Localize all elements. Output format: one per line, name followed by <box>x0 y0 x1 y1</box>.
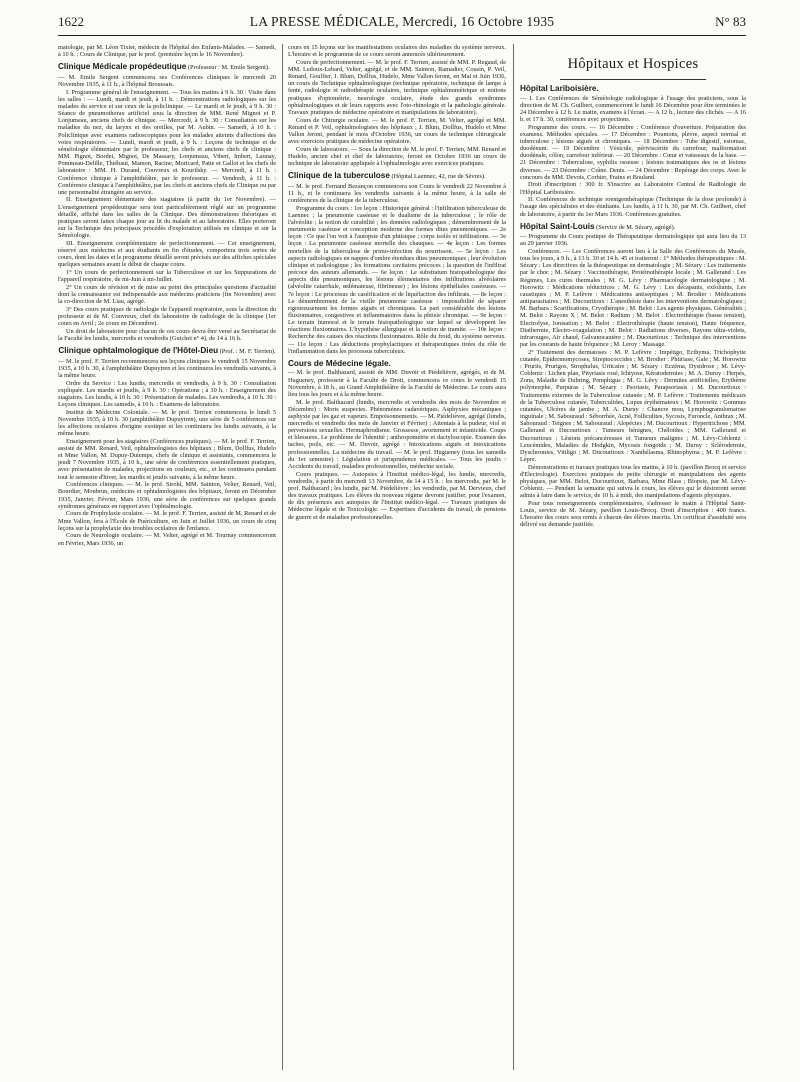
paragraph: Cours de Chirurgie oculaire. — M. le prof. F. Terrien, M. Velter, agrégé et MM. Renard et P. Veil, ophtalmologistes des hôpitaux ; J. Blum, Dollfus, Hudelo et Mme Vallon feront, pendant le mois d'Octobre 1936, un cours de technique chirurgicale avec exercices pratiques de médecine opératoire. <box>288 116 506 146</box>
paragraph: Conférences. — Les Conférences auront lieu à la Salle des Conférences du Musée, tous les jours, à 9 h., à 13 h. 30 et 14 h. 45 et traiteront : 1° Méthodes thérapeutiques : M. Sézary : Les directives de la thérapeutique en dermatologie ; M. Sézary : Les traitements par le choc ; M. Sézary : Vaccinothérapie, Protéinothérapie locale ; M. Gallerand : Les Régimes, Les cures thermales ; M. G. Lévy : Pharmacologie dermatologique ; M. Horowitz : Médications réductrices ; M. G. Lévy : Les décapants, exfoliants, Les caustiques ; M. P. Lefèvre : Médications antiseptiques ; M. Brodier : Médications antiparasitaires ; M. Ducourtioux : L'anesthésie dans les interventions dermatologiques ; M. Barbara : Scarifications, Cryothérapie ; M. Belot : Les agents physiques. Généralités ; M. Belot : Rayons X ; M. Belot : Radium ; M. Belot : Electrothérapie (basse tension), Electrolyse, Ionisation ; M. Belot : Electrothérapie (haute tension), Haute fréquence, Diathermie, Electro-coagulation ; M. Belot : Radiations diverses, Rayons ultra-violets, infrarouges, Air chaud, Galvanocautère ; M. Ducourtioux : Technique des interventions par les courants de haute fréquence ; M. Leroy : Massage. <box>520 247 746 348</box>
paragraph: 3° Des cours pratiques de radiologie de l'appareil respiratoire, sous la direction du professeur et de M. Couvreux, chef du laboratoire de radiologie de la clinique (1er cours en Avril ; 2e cours en Décembre). <box>58 305 276 328</box>
section-heading-saint-louis <box>520 222 746 233</box>
paragraph: Programme du cours : 1re leçon : Historique général : l'infiltration tuberculeuse de Laennec ; la pneumonie caséeuse et le dualisme de la tuberculose ; le rôle de l'alvéolite ; la notion de curabilité ; les données radiologiques ; démembrement de la pneumonie caséeuse et conception moderne des formes dites pneumoniques. — 2e leçon : Ce que l'on voit à l'autopsie d'un phtisique ; corps isolés et infiltrations. — 3e leçon : La pneumonie caséeuse mortelle des chauques. — 4e leçon : Les formes mortelles de la tuberculose de primo-infection du nourrisson. — 5e leçon : Les aspects radiologiques en nappes d'ombre étendues dites pneumoniques ; leur évolution clinique et radiologique ; les formations cavitaires précoces ; la question de l'infiltrat précoce des auteurs allemands. — 6e leçon : Le substratum histopathologique des aspects dits pneumoniques, les lésions élémentaires des infiltrations alvéolaires (alvéolite catarrhale, œdémateuse, fibrineuse) ; les lésions épithéliales caséeuses. — 7e leçon : Le processus de caséification et de liquéfaction des infiltrats. — 8e leçon : Le démembrement de la vieille pneumonie caséeuse : impossibilité de séparer rigoureusement les formes aiguës et chroniques. La part considérable des lésions fluxionnaires, congestives et inflammatoires dans la phtisie chronique. — 9e leçon : Le terrain humoral et le terrain histopathologique sur lequel se développent les réactions fluxionnaires. L'hypothèse allergique et la notion de tramite. — 10e leçon : Recherche des causes des réactions fluxionnaires. Rôle du froid, du système nerveux. — 11e leçon : Les déductions prophylactiques et thérapeutiques tirées du rôle de l'inflammation dans les processus tuberculeux. <box>288 204 506 355</box>
section-heading-clinique-tuberculose <box>288 171 506 182</box>
title-underline <box>560 79 706 80</box>
paragraph: 2° Un cours de révision et de mise au point des principales questions d'actualité dont la connaissance est indispensable aux médecins praticiens (fin Novembre) avec la co-direction de M. Liau, agrégé. <box>58 283 276 306</box>
section-heading-clinique-ophtalmologique <box>58 346 276 357</box>
heading-text: Hôpital Saint-Louis <box>520 221 595 231</box>
heading-subtitle: (Service de M. Sézary, agrégé). <box>594 223 676 231</box>
paragraph: Institut de Médecine Coloniale. — M. le prof. Terrien commencera le lundi 5 Novembre 1935, à 10 h. 30 (amphithéâtre Dupuytren), une série de 5 conférences sur les affections oculaires d'origine exotique et les continuera les lundis suivants, à la même heure. <box>58 408 276 438</box>
heading-text: Clinique ophtalmologique de l'Hôtel-Dieu <box>58 346 219 356</box>
paragraph: matologie, par M. Léon Tixier, médecin de l'hôpital des Enfants-Malades. — Samedi, à 10 h. : Cours de Clinique, par le prof. (première leçon le 16 Novembre). <box>58 44 276 59</box>
paragraph: Cours de perfectionnement. — M. le prof. F. Terrien, assisté de MM. P. Regaud, de MM. Ledoux-Lebard, Velter, agrégé, et de MM. Sainton, Ramadier, Cousin, P. Veil, Renard, Goulfier, J. Blum, Dollfus, Hudelo, Mme Vallon feront, en Mai et Juin 1936, un cours de Technique ophtalmologique (technique opératoire, technique de lampe à fente, radiologie et radiothérapie oculaires, technique ophtalmométrique et notions pratiques d'optométrie, neurologie oculaire, étude des grands syndromes ophtalmologiques et de leurs rapports avec l'oto-rhinologie et la pathologie générale. Travaux pratiques de médecine opératoire et manipulations de laboratoire). <box>288 58 506 116</box>
paragraph: Programme des cours. — 16 Décembre : Conférence d'ouverture. Préparation des examens. Méthodes spéciales. — 17 Décembre : Poumons, plèvre, aspect normal et tuberculose ; lésions aiguës et chroniques. — 18 Décembre : Tube digestif, estomac, duodénum. — 19 Décembre : Vésicule, périviscérite du carrefour, malformation duodénale, côlon, carrefour inférieur. — 20 Décembre : Cœur et vaisseaux de la base. — 21 Décembre : Tuberculose, syphilis osseuse ; lésions traumatiques des os et lésions diverses. — 23 Décembre : Crâne. Dents. — 24 Décembre : Repérage des corps. Avec le concours de MM. Devois, Corbier, Frains et Bouland. <box>520 123 746 181</box>
paragraph: Ordre du Service : Les lundis, mercredis et vendredis, à 9 h. 30 : Consultation expliquée. Les mardis et jeudis, à 9 h. 30 : Opérations ; à 10 h. : Enseignement des stagiaires. Les lundis, à 10 h. 30 : Présentation de malades. Les vendredis, à 10 h. 30 : Leçons cliniques. Les samedis, à 10 h. : Examens de laboratoire. <box>58 379 276 409</box>
section-heading-lariboisiere <box>520 84 746 94</box>
paragraph: Cours de Prophylaxie oculaire. — M. le prof. F. Terrien, assisté de M. Renard et de Mme Vallon, fera à l'École de Puériculture, en Juin et Juillet 1936, un cours de cinq leçons sur la prophylaxie des troubles oculaires de l'enfance. <box>58 510 276 532</box>
paragraph: Conférences cliniques. — M. le prof. Strohl, MM. Sainton, Velter, Renard, Veil, Bourdier, Monbrun, médecins et ophtalmologistes des hôpitaux, feront en Décembre 1935, Janvier, Février, Mars 1936, une série de conférences sur quelques grands syndromes généraux en rapport avec l'ophtalmologie. <box>58 481 276 510</box>
heading-subtitle: (Prof. : M. F. Terrien). <box>218 348 276 356</box>
paragraph: cours en 15 leçons sur les manifestations oculaires des maladies du système nerveux. L'horaire et le programme de ce cours seront annoncés ultérieurement. <box>288 44 506 59</box>
paragraph: Droit d'inscription : 300 fr. S'inscrire au Laboratoire Central de Radiologie de l'Hôpital Lariboisière. <box>520 181 746 196</box>
paragraph: M. le prof. Balthazard (lundis, mercredis et vendredis des mois de Novembre et Décembre) : Morts suspectes. Phénomènes cadavériques. Asphyxies mécaniques ; asphyxie par les gaz et vapeurs. Empoisonnements. — M. Piédelièvre, agrégé (lundis, mercredis et vendredis des mois de Janvier et Février) : Attentats à la pudeur, viol et perversions sexuelles. Hermaphrodisme. Grossesse, avortement et infanticide. Coups et blessures. Le problème de l'identité ; anthropométrie et dactyloscopie. Examen des taches, poils, etc. — M. Duvoir, agrégé : Intoxications aiguës et intoxications professionnelles. La médecine du travail. — M. le prof. Hugueney (tous les samedis du 1er semestre) : Législation et jurisprudence médicales. — Tous les jeudis : Accidents du travail, maladies professionnelles, médecine sociale. <box>288 398 506 470</box>
paragraph: — Programme du Cours pratique de Thérapeutique dermatologique qui aura lieu du 13 au 29 janvier 1936. <box>520 233 746 248</box>
section-heading-medecine-legale <box>288 359 506 369</box>
paragraph: I. Programme général de l'enseignement. — Tous les matins à 9 h. 30 : Visite dans les salles : — Lundi, mardi et jeudi, à 11 h. : Démonstrations radiologiques sur les malades du service et sur ceux de la policlinique. — Le mardi et le jeudi, à 9 h. 30 : Séance de pneumothorax artificiel sous la direction de MM. René Mignot et P. Lonjumeau, anciens chefs de clinique. — Mercredi, à 9 h. 30 : Consultation sur les maladies du nez, du larynx et des oreilles, par M. Aubin. — Samedi, à 10 h. : Policlinique avec examens radioscopiques pour les malades atteints d'affections des voies respiratoires. — Lundi, mardi et jeudi, à 9 h. : Leçons de technique et de séméiologie élémentaire par le professeur, les chefs et anciens chefs de clinique : MM. Pignot, Bordet, Mignot, De Massary, Lonjumeau, Vibert, Imbert, Launay, Pommeau-Delille, Thiébaut, Mamon, Racine, Moricard, Patte et Gallot et les chefs de laboratoire : MM. H. Durand, Couvreux et Kourilsky. — Mercredi, à 11 h. : Conférence clinique à l'amphithéâtre, par le professeur. — Vendredi, à 11 h. : Conférence clinique à l'amphithéâtre, par les chefs et anciens chefs de Clinique ou par une personnalité étrangère au service. <box>58 88 276 196</box>
paragraph: II. Enseignement élémentaire des stagiaires (à partir du 1er Novembre). — L'enseignement propédeutique sera tout particulièrement réglé sur un programme détaillé, affiché dans les salles de la Clinique. Des démonstrations théoriques et pratiques seront faites chaque jour au lit du malade et au laboratoire. Elles porteront sur la Technique des principaux procédés d'exploration utilisés en clinique et sur la Séméiologie. <box>58 196 276 240</box>
heading-text: Cours de Médecine légale. <box>288 358 391 368</box>
column-2 <box>288 44 506 1072</box>
issue-number: N° 83 <box>715 14 746 29</box>
paragraph: — M. Emile Sergent commencera ses Conférences cliniques le mercredi 20 Novembre 1935, à 11 h., à l'hôpital Broussais. <box>58 73 276 88</box>
page-header <box>58 14 746 36</box>
paragraph: 2° Traitement des dermatoses : M. P. Lefèvre : Impétigo, Ecthyma, Trichophytie cutanée, Epidermomycoses, Streptococcides ; M. Brodier : Phtiriase, Gale ; M. Horowitz : Prurits, Prurigos, Strophulus, Urticaire ; M. Sézary : Eczéma, Dysidrose ; M. Lévy-Coblentz : Lichen plan, Pityriasis rosé, Ichtyose, Kératodermies ; M. A. Duruy : Herpès, Zona, Maladie de Duhring, Pemphigus ; M. G. Lévy : Dermites artificielles, Erythème polymorphe, Purpuras ; M. Sézary : Psoriasis, Parapsoriasis ; M. Ducourtioux : Traitements externes de la Tuberculose cutanée ; M. P. Lefèvre : Traitements médicaux de la Tuberculose cutanée, Tuberculides, Lupus érythémateux ; M. Horowitz : Gommes cutanées, Ulcères de jambe ; M. A. Duruy : Chancre mou, Lymphogranulomatose inguinale ; M. Sabouraud : Séborrhée, Acné, Folliculites, Sycosis, Furoncle, Anthrax ; M. Sabouraud : Teignes ; M. Sabouraud : Alopécies ; M. Ducourtioux : Hypertrichose ; MM. Gallerand et Ducourtioux : Tumeurs bénignes, Chéloïdes ; MM. Gallerand et Ducourtioux : Lésions précancéreuses et Tumeurs malignes ; M. Lévy-Coblentz : Leucémides, Maladies de Hodgkin, Mycosis fongoïde ; M. Duruy : Sclérodermie, Dyschromies, Vitiligo ; M. Ducourtioux : Xanthélasma, Rhinophyma ; M. P. Lefèvre : Lèpre. <box>520 348 746 463</box>
paragraph: Cours de Neurologie oculaire. — M. Velter, agrégé et M. Tournay commenceront en Février, Mars 1936, un <box>58 532 276 547</box>
column-3 <box>520 44 746 1072</box>
heading-text: Clinique de la tuberculose <box>288 171 390 181</box>
column-divider-2 <box>513 44 514 1070</box>
column-1 <box>58 44 276 1072</box>
paragraph: — I. Les Conférences de Séméiologie radiologique à l'usage des praticiens, sous la direction de M. Ch. Guilbert, commenceront le lundi 16 Décembre pour être terminées le 24 Décembre à 12 h. Le matin, examens à l'écran. — A 12 h., lecture des clichés. — A 16 h. et 17 h. 30, conférences avec projections. <box>520 94 746 123</box>
paragraph: Cours pratiques. — Autopsies à l'Institut médico-légal, les lundis, mercredis, vendredis, à partir du mercredi 13 Novembre, de 14 à 15 h. : les mercredis, par M. le prof. Balthazard ; les lundis, par M. Piédelièvre ; les vendredis, par M. Dervieux, chef des travaux pratiques. Les élèves du nouveau régime devront justifier, pour l'examen, de dix présences aux autopsies de l'Institut médico-légal. — Travaux pratiques de Médecine légale et de Toxicologie. — Expertises d'accidents du travail, de pensions de guerre et de maladies professionnelles. <box>288 470 506 521</box>
section-title-hopitaux: Hôpitaux et Hospices <box>567 56 699 72</box>
paragraph: Un droit de laboratoire pour chacun de ces cours devra être versé au Secrétariat de la Faculté les lundis, mercredis et vendredis (Guichet n° 4), de 14 à 16 h. <box>58 327 276 342</box>
column-divider-1 <box>282 44 283 1070</box>
heading-subtitle: (Professeur : M. Emile Sergent). <box>186 64 270 72</box>
section-heading-clinique-medicale <box>58 62 276 73</box>
paragraph: III. Enseignement complémentaire de perfectionnement. — Cet enseignement, réservé aux médecins et aux étudiants en fin d'études, comportera trois sortes de cours, dont les dates et le programme détaillé seront précisés sur des affiches spéciales quelques semaines avant le début de chaque cours. <box>58 239 276 269</box>
journal-title: LA PRESSE MÉDICALE, Mercredi, 16 Octobre 1935 <box>249 14 555 29</box>
paragraph: — M. le prof. F. Terrien recommencera ses leçons cliniques le vendredi 15 Novembre 1935, à 10 h. 30, à l'amphithéâtre Dupuytren et les continuera les vendredis suivants, à la même heure. <box>58 357 276 379</box>
heading-text: Hôpital Lariboisière. <box>520 84 599 93</box>
heading-text: Clinique Médicale propédeutique <box>58 62 187 72</box>
paragraph: Cours de laboratoire. — Sous la direction de M. le prof. F. Terrien, MM. Renard et Hudelo, ancien chef et chef de laboratoire, feront en Octobre 1936 un cours de technique de laboratoire appliquée à l'ophtalmologie avec exercices pratiques. <box>288 145 506 167</box>
paragraph: 1° Un cours de perfectionnement sur la Tuberculose et sur les Suppurations de l'appareil respiratoire, de mi-Juin à mi-Juillet. <box>58 269 276 284</box>
paragraph: Enseignement pour les stagiaires (Conférences pratiques). — M. le prof. F. Terrien, assisté de MM. Renard, Veil, ophtalmologistes des hôpitaux ; Blum, Dollfus, Hudelo et Mme Vallon, M. Dupuy-Dutemps, chefs de clinique et assistants, commencera le jeudi 7 Novembre 1935, à 10 h., une série de conférences essentiellement pratiques, avec présentation de malades, projections en couleurs, etc., et les continuera pendant tout le semestre d'hiver, les mardis et jeudis suivants, à la même heure. <box>58 437 276 481</box>
paragraph: II. Conférences de technique roentgenthérapique (Technique de la dose profonde) à l'usage des spécialistes et des étudiants. Les lundis, à 11 h. 30, par M. Ch. Guilbert, chef de laboratoire, à partir du 1er Mars 1936. Conférences gratuites. <box>520 196 746 218</box>
paragraph: — M. le prof. Fernand Bezançon commencera son Cours le vendredi 22 Novembre à 11 h., et le continuera les vendredis suivants à la même heure, à la salle de conférences de la clinique de la tuberculose. <box>288 182 506 204</box>
heading-subtitle: (Hôpital Laennec, 42, rue de Sèvres). <box>389 173 486 181</box>
paragraph: Démonstrations et travaux pratiques tous les matins, à 10 h. (pavillon Brocq et service d'Electrologie). Exercices pratiques de petite chirurgie et manipulations des agents physiques, par MM. Belot, Ducourtioux, Barbara, Mme Blass ; Biopsie, par M. Lévy-Coblentz. — Pendant la semaine qui suivra le cours, les élèves qui le désireront seront admis à faire dans le service, de 10 h. à midi, des manipulations d'agents physiques. <box>520 463 746 500</box>
page-number: 1622 <box>58 14 84 29</box>
paragraph: Pour tous renseignements complémentaires, s'adresser le matin à l'Hôpital Saint-Louis, service de M. Sézary, pavillon Louis-Brocq. Droit d'inscription : 400 francs. L'horaire des cours sera remis à chacun des élèves inscrits. Un certificat d'assiduité sera délivré sur demande justifiée. <box>520 499 746 529</box>
paragraph: — M. le prof. Balthazard, assisté de MM. Duvoir et Piédelièvre, agrégés, et de M. Hugueney, professeur à la Faculté de Droit, commencera ce cours le vendredi 15 Novembre, à 18 h., au Grand Amphithéâtre de la Faculté de Médecine. Le cours aura lieu tous les jours et à la même heure. <box>288 369 506 398</box>
